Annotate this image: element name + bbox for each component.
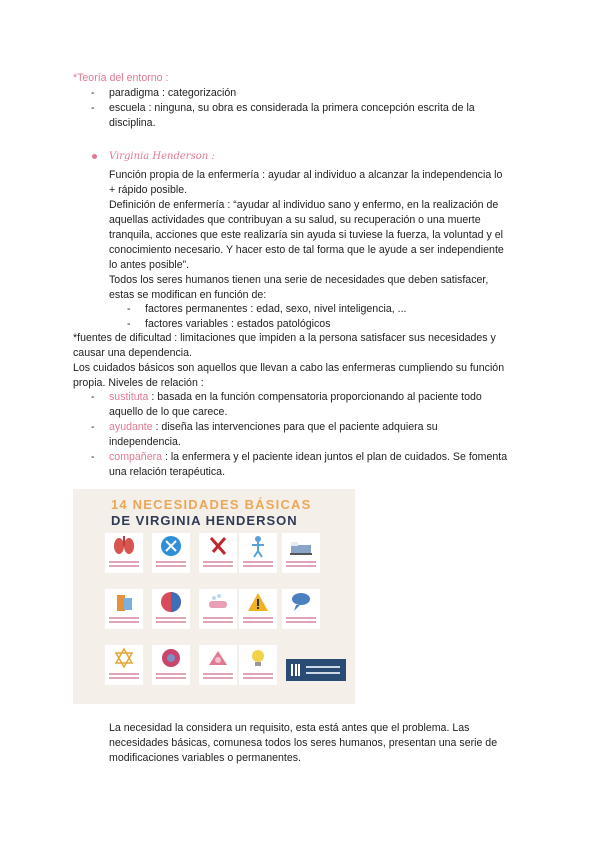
relation-text: : basada en la función compensatoria proporcionando al paciente todo (148, 391, 482, 403)
communication-icon (282, 589, 320, 615)
work-icon (152, 645, 190, 671)
movement-icon (239, 533, 277, 559)
body-line: *fuentes de dificultad : limitaciones que impiden a la persona satisfacer sus necesidades y (73, 332, 496, 344)
dash-marker: - (91, 451, 95, 463)
lungs-icon (105, 533, 143, 559)
need-card (152, 589, 190, 629)
food-icon (152, 533, 190, 559)
dash-marker: - (91, 391, 95, 403)
relation-continuation: aquello de lo que carece. (109, 406, 228, 418)
dash-marker: - (91, 102, 95, 114)
relation-term: ayudante (109, 421, 153, 433)
hygiene-icon (199, 589, 237, 615)
relation-term: compañera (109, 451, 162, 463)
henderson-needs-infographic (73, 489, 355, 704)
need-card (105, 533, 143, 573)
relation-text: : diseña las intervenciones para que el paciente adquiera su (152, 421, 438, 433)
paragraph-line: Función propia de la enfermería : ayudar al individuo a alcanzar la independencia lo (109, 169, 503, 181)
need-card (199, 645, 237, 685)
relation-item (109, 420, 438, 435)
need-card (282, 589, 320, 629)
conclusion-line: modificaciones variables o permanentes. (109, 752, 301, 764)
beliefs-icon (105, 645, 143, 671)
relation-item (109, 450, 507, 465)
relation-continuation: una relación terapéutica. (109, 466, 226, 478)
need-card (152, 533, 190, 573)
dash-marker: - (127, 318, 131, 330)
body-line: Los cuidados básicos son aquellos que llevan a cabo las enfermeras cumpliendo su función (73, 362, 505, 374)
henderson-title: Virginia Henderson : (109, 151, 215, 162)
need-card (239, 533, 277, 573)
theory-heading: *Teoría del entorno : (73, 72, 169, 84)
body-line: propia. Niveles de relación : (73, 377, 204, 389)
need-card (199, 533, 237, 573)
relation-term: sustituta (109, 391, 149, 403)
relation-item (109, 390, 482, 405)
need-card (105, 589, 143, 629)
paragraph-line: Definición de enfermería : “ayudar al individuo sano y enfermo, en la realización de (109, 199, 499, 211)
dash-marker: - (127, 303, 131, 315)
paragraph-line: lo antes posible”. (109, 259, 190, 271)
publisher-logo (286, 659, 346, 681)
list-item-continuation: disciplina. (109, 117, 156, 129)
need-card (239, 645, 277, 685)
need-card (199, 589, 237, 629)
elimination-icon (199, 533, 237, 559)
paragraph-line: estas se modifican en función de: (109, 289, 267, 301)
paragraph-line: aquellas actividades que contribuyan a su salud, su recuperación o una muerte (109, 214, 481, 226)
need-card (105, 645, 143, 685)
list-item: escuela : ninguna, su obra es considerada la primera concepción escrita de la (109, 102, 475, 114)
sleep-icon (282, 533, 320, 559)
conclusion-line: necesidades básicas, comunesa todos los seres humanos, presentan una serie de (109, 737, 498, 749)
bullet-icon (92, 154, 97, 159)
need-card (282, 533, 320, 573)
list-item: paradigma : categorización (109, 87, 237, 99)
dash-marker: - (91, 87, 95, 99)
body-line: causar una dependencia. (73, 347, 192, 359)
relation-text: : la enfermera y el paciente idean juntos el plan de cuidados. Se fomenta (162, 451, 508, 463)
conclusion-line: La necesidad la considera un requisito, esta está antes que el problema. Las (109, 722, 470, 734)
paragraph-line: tranquila, acciones que este realizaría sin ayuda si tuviese la fuerza, la voluntad y el (109, 229, 503, 241)
factor-item: factores permanentes : edad, sexo, nivel inteligencia, ... (145, 303, 407, 315)
clothing-icon (105, 589, 143, 615)
need-card (152, 645, 190, 685)
infographic-title-line2: DE VIRGINIA HENDERSON (111, 513, 298, 528)
danger-icon (239, 589, 277, 615)
paragraph-line: + rápido posible. (109, 184, 188, 196)
dash-marker: - (91, 421, 95, 433)
relation-continuation: independencia. (109, 436, 181, 448)
temperature-icon (152, 589, 190, 615)
need-card (239, 589, 277, 629)
infographic-title-line1: 14 NECESIDADES BÁSICAS (111, 497, 312, 512)
leisure-icon (199, 645, 237, 671)
learning-icon (239, 645, 277, 671)
paragraph-line: Todos los seres humanos tienen una serie de necesidades que deben satisfacer, (109, 274, 489, 286)
paragraph-line: conocimiento necesario. Y hacer esto de tal forma que le ayude a ser independiente (109, 244, 504, 256)
factor-item: factores variables : estados patológicos (145, 318, 331, 330)
